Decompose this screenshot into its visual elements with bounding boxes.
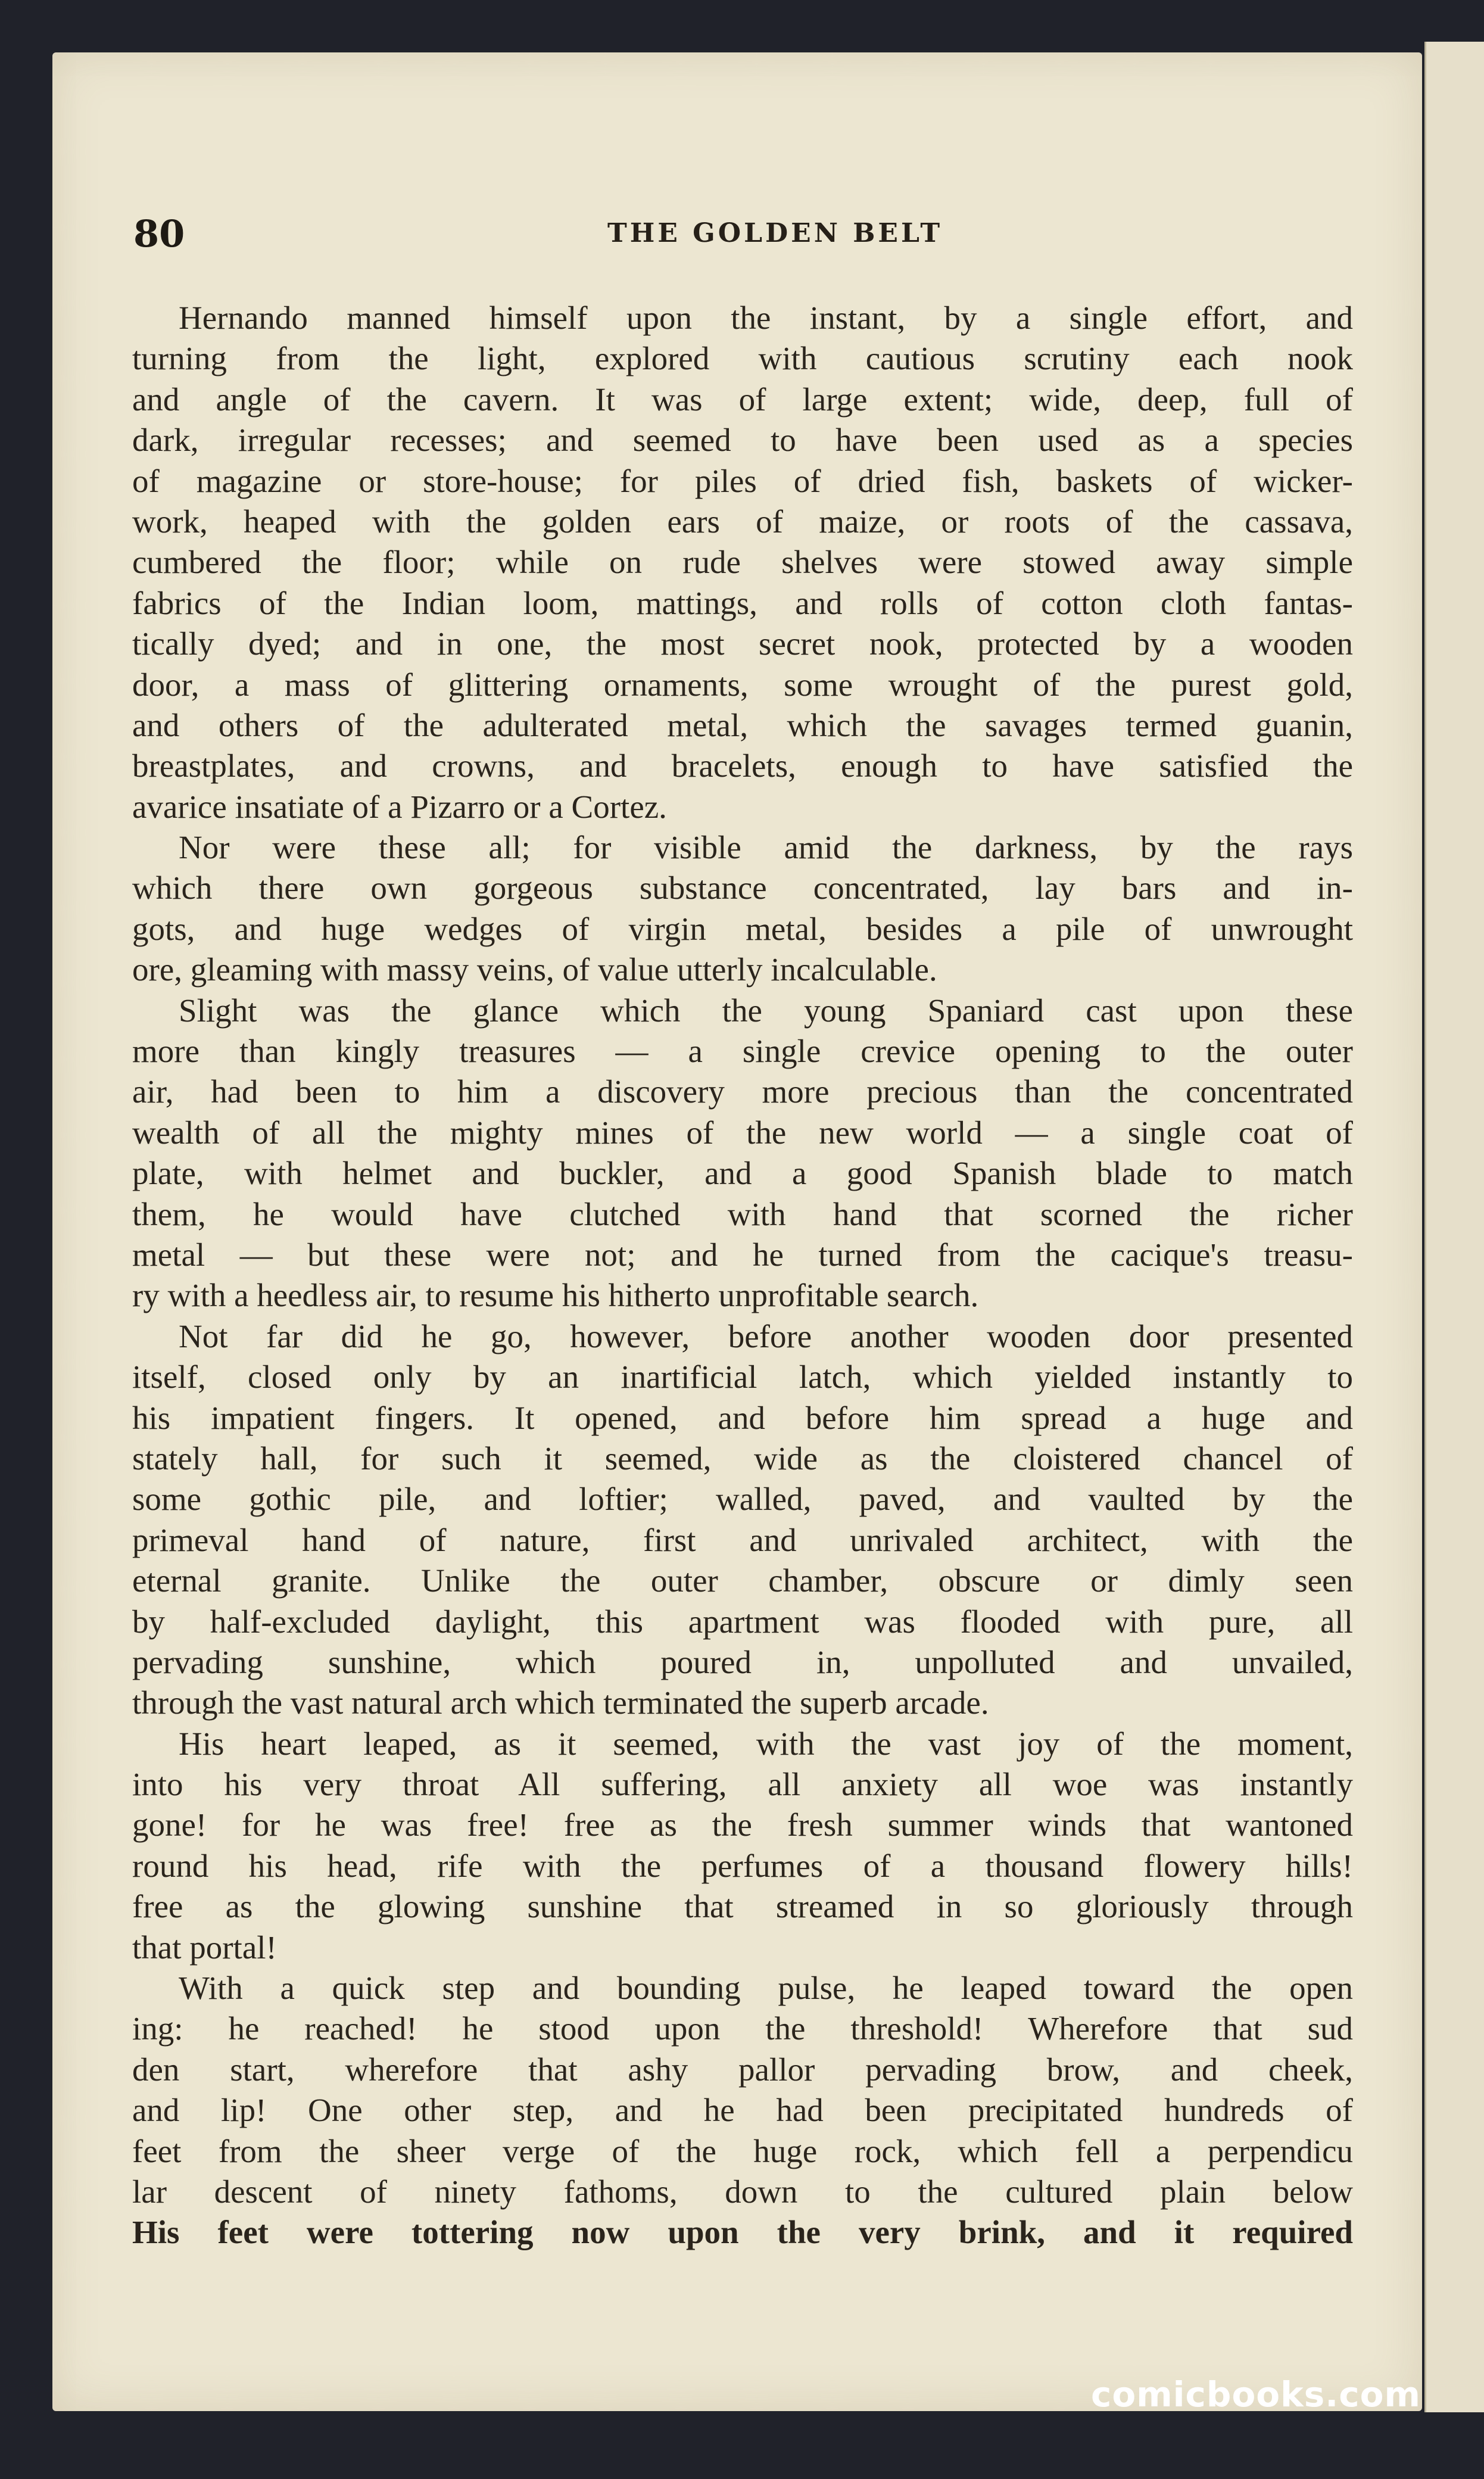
text-line: his impatient fingers. It opened, and before him spread a huge and	[132, 1399, 1353, 1436]
text-line: plate, with helmet and buckler, and a good Spanish blade to match	[132, 1155, 1353, 1192]
watermark: comicbooks.com	[1091, 2374, 1421, 2415]
text-line: and lip! One other step, and he had been precipitated hundreds of	[132, 2092, 1353, 2129]
paragraph	[132, 1316, 1353, 1724]
text-line: eternal granite. Unlike the outer chamber, obscure or dimly seen	[132, 1562, 1353, 1599]
text-line: itself, closed only by an inartificial latch, which yielded instantly to	[132, 1359, 1353, 1396]
text-line: ry with a heedless air, to resume his hitherto unprofitable search.	[132, 1277, 979, 1314]
text-line: work, heaped with the golden ears of maize, or roots of the cassava,	[132, 503, 1353, 540]
text-line: fabrics of the Indian loom, mattings, and rolls of cotton cloth fantas-	[132, 584, 1353, 621]
text-line: into his very throat All suffering, all anxiety all woe was instantly	[132, 1766, 1353, 1803]
text-line: cumbered the floor; while on rude shelves were stowed away simple	[132, 544, 1353, 581]
paragraph	[132, 1724, 1353, 1968]
text-line: pervading sunshine, which poured in, unpolluted and unvailed,	[132, 1643, 1353, 1680]
text-line: avarice insatiate of a Pizarro or a Cortez.	[132, 788, 667, 825]
text-line: and others of the adulterated metal, which the savages termed guanin,	[132, 706, 1353, 743]
text-line: and angle of the cavern. It was of large extent; wide, deep, full of	[132, 381, 1353, 418]
text-line: that portal!	[132, 1929, 277, 1966]
text-line: of magazine or store-house; for piles of dried fish, baskets of wicker-	[132, 462, 1353, 499]
text-line: gone! for he was free! free as the fresh summer winds that wantoned	[132, 1807, 1353, 1843]
text-line: Not far did he go, however, before another wooden door presented	[179, 1318, 1353, 1354]
text-line: more than kingly treasures — a single crevice opening to the outer	[132, 1033, 1353, 1070]
text-line: door, a mass of glittering ornaments, some wrought of the purest gold,	[132, 666, 1353, 703]
text-line: lar descent of ninety fathoms, down to the cultured plain below	[132, 2173, 1353, 2210]
text-line: free as the glowing sunshine that streamed in so gloriously through	[132, 1888, 1353, 1925]
text-line: stately hall, for such it seemed, wide as the cloistered chancel of	[132, 1440, 1353, 1477]
text-line: Slight was the glance which the young Spaniard cast upon these	[179, 992, 1353, 1029]
paragraph	[132, 1968, 1353, 2253]
text-line: dark, irregular recesses; and seemed to have been used as a species	[132, 422, 1353, 459]
text-line: wealth of all the mighty mines of the new world — a single coat of	[132, 1114, 1353, 1151]
text-line: breastplates, and crowns, and bracelets, enough to have satisfied the	[132, 748, 1353, 784]
running-head: THE GOLDEN BELT	[607, 218, 943, 248]
text-line: them, he would have clutched with hand that scorned the richer	[132, 1195, 1353, 1232]
text-line: ing: he reached! he stood upon the threshold! Wherefore that sud	[132, 2010, 1353, 2047]
text-line: turning from the light, explored with cautious scrutiny each nook	[132, 340, 1353, 377]
text-line: den start, wherefore that ashy pallor pervading brow, and cheek,	[132, 2051, 1353, 2088]
text-line: which there own gorgeous substance concentrated, lay bars and in-	[132, 870, 1353, 907]
text-line: primeval hand of nature, first and unrivaled architect, with the	[132, 1521, 1353, 1558]
text-line: Hernando manned himself upon the instant, by a single effort, and	[179, 300, 1353, 336]
text-line: round his head, rife with the perfumes of a thousand flowery hills!	[132, 1847, 1353, 1884]
text-line: through the vast natural arch which terminated the superb arcade.	[132, 1684, 989, 1721]
next-page-edge	[1424, 42, 1484, 2412]
text-line: With a quick step and bounding pulse, he leaped toward the open	[179, 1970, 1353, 2007]
text-line: some gothic pile, and loftier; walled, paved, and vaulted by the	[132, 1481, 1353, 1518]
text-line: air, had been to him a discovery more precious than the concentrated	[132, 1073, 1353, 1110]
text-line: gots, and huge wedges of virgin metal, besides a pile of unwrought	[132, 910, 1353, 947]
paragraph	[132, 298, 1353, 827]
text-line: feet from the sheer verge of the huge rock, which fell a perpendicu	[132, 2132, 1353, 2169]
text-line: His feet were tottering now upon the very brink, and it required	[132, 2214, 1353, 2251]
text-line: ore, gleaming with massy veins, of value utterly incalculable.	[132, 951, 937, 988]
text-line: His heart leaped, as it seemed, with the vast joy of the moment,	[179, 1725, 1353, 1762]
paragraph	[132, 991, 1353, 1316]
body-text	[132, 298, 1353, 2253]
text-line: tically dyed; and in one, the most secret nook, protected by a wooden	[132, 625, 1353, 662]
paragraph	[132, 827, 1353, 991]
page-number: 80	[133, 212, 185, 256]
text-line: metal — but these were not; and he turned from the cacique's treasu-	[132, 1236, 1353, 1273]
text-line: Nor were these all; for visible amid the darkness, by the rays	[179, 829, 1353, 866]
text-line: by half-excluded daylight, this apartment was flooded with pure, all	[132, 1603, 1353, 1640]
